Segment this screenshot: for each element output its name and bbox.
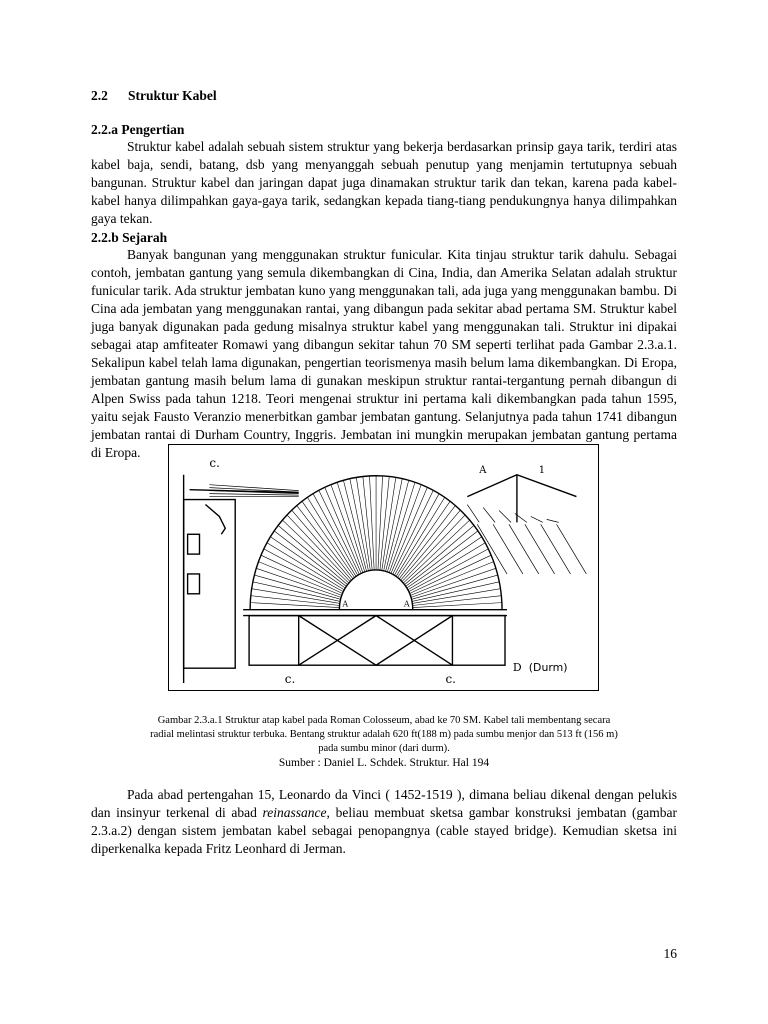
closing-text-italic: reinassance (262, 805, 327, 820)
rope-line (297, 506, 353, 579)
rope-line (319, 490, 360, 574)
rope-line (356, 477, 370, 570)
figure-label-c2: c. (284, 672, 296, 687)
colosseum-figure (168, 444, 599, 691)
rope-line (412, 582, 499, 602)
subsection-a-paragraph: Struktur kabel adalah sebuah sistem struktur yang bekerja berdasarkan prinsip gaya tarik, terdiri atas kabel baja, sendi, batang, dsb yang menyanggah sebuah penutup yang menjamin tertutupnya sebuah bangunan. Struktur kabel dan jaringan dapat juga dinamakan struktur tarik dan tekan, karena pada kabel-kabel hanya dilimpahkan gaya-gaya tarik, sedangkan kepada tiang-tiang pendukungnya hanya dilimpahkan gaya tekan. (91, 139, 677, 226)
figure-label-a: A (479, 464, 487, 476)
rope-line (267, 543, 344, 590)
rope-line (209, 494, 298, 495)
rope-line (493, 524, 523, 574)
rope-line (399, 506, 455, 579)
figure-caption-line-3: pada sumbu minor (dari durm). (318, 743, 450, 754)
rope-line (331, 485, 363, 573)
page-number: 16 (663, 946, 677, 961)
rope-line (408, 543, 485, 590)
figure-label-a1: A (342, 599, 349, 609)
rope-line (409, 549, 489, 592)
rope-line (378, 476, 383, 570)
rope-line (278, 525, 347, 584)
building-outline (184, 475, 577, 683)
rope-line (253, 582, 340, 602)
subsection-b-heading: 2.2.b Sejarah (91, 230, 168, 245)
figure-caption (91, 714, 677, 770)
rope-line (410, 562, 493, 596)
rope-line (412, 589, 500, 604)
rope-line (557, 524, 587, 574)
closing-text-after: , beliau membuat sketsa gambar konstruksi jembatan (gambar 2.3.a.2) dengan sistem jembatan kabel sebagai penopangnya (cable stayed bridge). Kemudian sketsa ini diperkenalka kepada Fritz Leonhard di Jerman. (91, 805, 677, 856)
closing-paragraph (91, 786, 677, 858)
rope-line (413, 596, 502, 606)
rope-line (258, 562, 341, 596)
section-number: 2.2 (91, 88, 108, 103)
closing-text-before: Pada abad pertengahan 15, Leonardo da Vinci ( 1452-1519 ), dimana beliau dikenal dengan pelukis dan insinyur terkenal di abad (91, 787, 677, 820)
figure-label-c1: c. (209, 455, 220, 470)
rope-line (363, 476, 372, 570)
figure-caption-line-1: Gambar 2.3.a.1 Struktur atap kabel pada Roman Colosseum, abad ke 70 SM. Kabel tali membentang secara (157, 715, 611, 726)
rope-line (382, 477, 396, 570)
rope-line (531, 516, 543, 522)
section-title: Struktur Kabel (128, 88, 217, 103)
rope-line (386, 480, 409, 571)
section-heading (91, 88, 217, 104)
rope-line (509, 524, 539, 574)
rope-line (499, 510, 511, 522)
colosseum-drawing (169, 445, 598, 690)
rope-line (541, 524, 571, 574)
figure-source: Sumber : Daniel L. Schdek. Struktur. Hal 194 (278, 757, 490, 769)
rope-line (343, 480, 366, 571)
rope-line (413, 603, 502, 608)
rope-line (251, 596, 340, 606)
figure-label-durm: (Durm) (528, 661, 568, 675)
figure-label-arrow: 1 (538, 464, 546, 476)
rope-line (411, 575, 497, 599)
rope-line (483, 507, 495, 522)
figure-caption-line-2: radial melintasi struktur terbuka. Bentang struktur adalah 620 ft(188 m) pada sumbu menjor dan 513 ft (156 m) (150, 729, 618, 740)
rope-line (254, 575, 340, 599)
rope-line (547, 519, 559, 522)
rope-line (370, 476, 375, 570)
figure-label-c3: c. (445, 672, 456, 687)
subsection-b-paragraph: Banyak bangunan yang menggunakan struktur funicular. Kita tinjau struktur tarik dahulu. Sebagai contoh, jembatan gantung yang semula dikembangkan di Cina, India, dan Amerika Selatan adalah struktur funicular tarik. Ada struktur jembatan kuno yang menggunakan tali, ada juga yang menggunakan bambu. Di Cina ada jembatan yang menggunakan rantai, yang dibangun pada sekitar abad pertama SM. Struktur kabel juga banyak digunakan pada gedung misalnya struktur kabel yang menggunakan tali. Struktur ini dipakai sebagai atap amfiteater Romawi yang dibangun sekitar tahun 70 SM seperti terlihat pada Gambar 2.3.a.1. Sekalipun kabel telah lama digunakan, pengertian teorismenya masih belum lama dikembangkan. Di Eropa, jembatan gantung masih belum lama di gunakan meskipun struktur rantai-tergantung pernah dibangun di Alpen Swiss pada tahun 1218. Teori mengenai struktur ini pertama kali dikembangkan pada tahun 1595, yaitu sejak Fausto Veranzio menerbitkan gambar jembatan gantung. Selanjutnya pada tahun 1741 dibangun jembatan rantai di Durham Country, Inggris. Jembatan ini mungkin merupakan jembatan gantung pertama di Eropa. (91, 247, 677, 460)
rope-line (389, 485, 421, 573)
rope-line (350, 479, 369, 571)
subsection-a-heading: 2.2.a Pengertian (91, 122, 185, 137)
rope-line (405, 525, 474, 584)
rope-line (384, 479, 403, 571)
rope-line (394, 494, 439, 576)
rope-line (264, 549, 344, 592)
figure-label-d: D (512, 661, 522, 675)
rope-line (393, 490, 434, 574)
rope-line (380, 476, 389, 570)
rope-line (525, 524, 555, 574)
figure-label-a2: A (403, 599, 410, 609)
rope-line (250, 603, 339, 608)
rope-line (252, 589, 340, 604)
rope-line (313, 494, 358, 576)
